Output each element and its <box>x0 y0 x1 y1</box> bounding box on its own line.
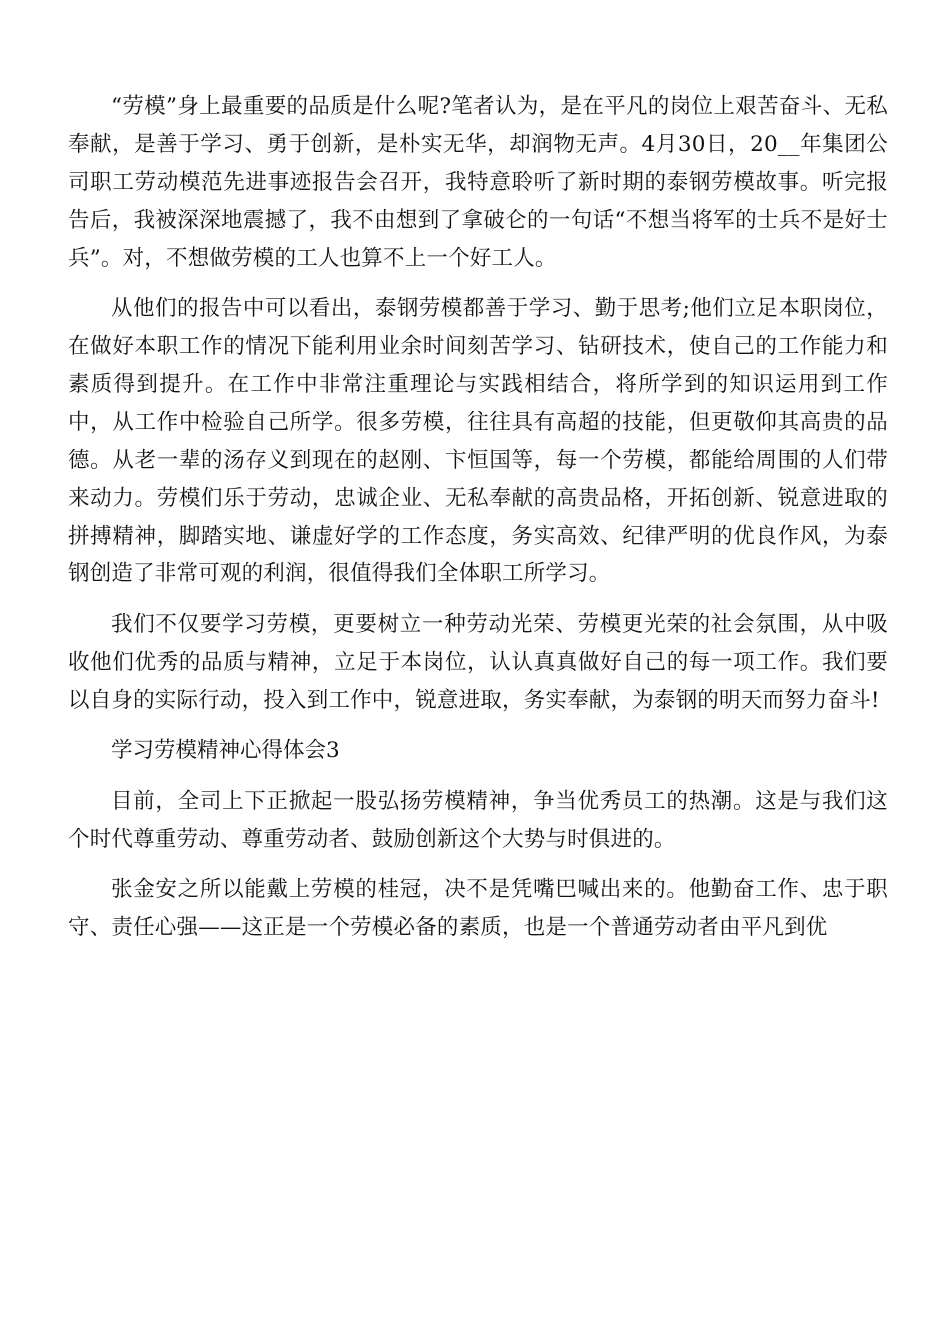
section-heading: 学习劳模精神心得体会3 <box>111 738 340 764</box>
paragraph-4: 目前，全司上下正掀起一股弘扬劳模精神，争当优秀员工的热潮。这是与我们这个时代尊重劳动、尊重劳动者、鼓励创新这个大势与时俱进的。 <box>68 788 888 852</box>
document-body <box>68 88 888 960</box>
paragraph-2: 从他们的报告中可以看出，泰钢劳模都善于学习、勤于思考;他们立足本职岗位，在做好本职工作的情况下能利用业余时间刻苦学习、钻研技术，使自己的工作能力和素质得到提升。在工作中非常注重理论与实践相结合，将所学到的知识运用到工作中，从工作中检验自己所学。很多劳模，往往具有高超的技能，但更敬仰其高贵的品德。从老一辈的汤存义到现在的赵刚、卞恒国等，每一个劳模，都能给周围的人们带来动力。劳模们乐于劳动，忠诚企业、无私奉献的高贵品格，开拓创新、锐意进取的拼搏精神，脚踏实地、谦虚好学的工作态度，务实高效、纪律严明的优良作风，为泰钢创造了非常可观的利润，很值得我们全体职工所学习。 <box>68 296 888 587</box>
paragraph-3: 我们不仅要学习劳模，更要树立一种劳动光荣、劳模更光荣的社会氛围，从中吸收他们优秀的品质与精神，立足于本岗位，认认真真做好自己的每一项工作。我们要以自身的实际行动，投入到工作中，锐意进取，务实奉献，为泰钢的明天而努力奋斗! <box>68 611 888 713</box>
paragraph-1: “劳模”身上最重要的品质是什么呢?笔者认为，是在平凡的岗位上艰苦奋斗、无私奉献，是善于学习、勇于创新，是朴实无华，却润物无声。4月30日，20__年集团公司职工劳动模范先进事迹报告会召开，我特意聆听了新时期的泰钢劳模故事。听完报告后，我被深深地震撼了，我不由想到了拿破仑的一句话“不想当将军的士兵不是好士兵”。对，不想做劳模的工人也算不上一个好工人。 <box>68 94 888 271</box>
paragraph-5: 张金安之所以能戴上劳模的桂冠，决不是凭嘴巴喊出来的。他勤奋工作、忠于职守、责任心强——这正是一个劳模必备的素质，也是一个普通劳动者由平凡到优 <box>68 877 888 941</box>
